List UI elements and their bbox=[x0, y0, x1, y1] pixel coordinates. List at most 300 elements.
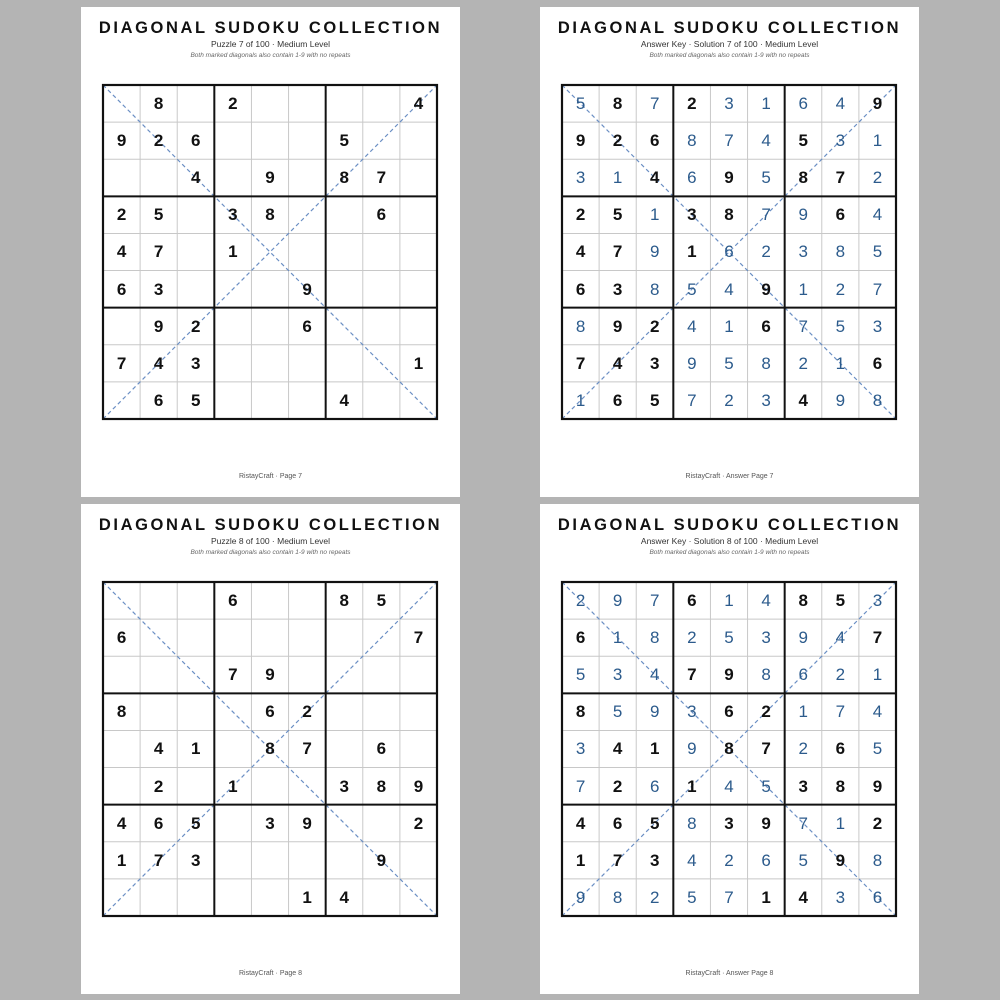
sudoku-cell: 7 bbox=[761, 739, 771, 759]
sudoku-cell: 6 bbox=[724, 242, 734, 262]
sudoku-cell: 1 bbox=[724, 591, 734, 611]
sudoku-cell: 4 bbox=[761, 591, 771, 611]
sudoku-cell: 9 bbox=[724, 665, 734, 685]
sudoku-cell bbox=[103, 159, 140, 196]
sudoku-cell: 3 bbox=[153, 279, 164, 299]
sudoku-cell: 8 bbox=[872, 850, 883, 870]
sudoku-cell: 9 bbox=[687, 739, 697, 759]
sudoku-cell bbox=[251, 382, 288, 419]
sudoku-cell: 4 bbox=[872, 702, 883, 722]
sudoku-cell: 2 bbox=[612, 776, 623, 796]
sudoku-cell: 2 bbox=[761, 242, 771, 262]
sudoku-cell: 4 bbox=[798, 390, 808, 410]
sudoku-cell: 3 bbox=[339, 776, 349, 796]
sudoku-cell: 4 bbox=[413, 94, 424, 114]
sudoku-cell bbox=[400, 382, 437, 419]
sudoku-cell: 3 bbox=[724, 94, 734, 114]
sudoku-cell: 4 bbox=[724, 776, 734, 796]
sudoku-cell bbox=[326, 308, 363, 345]
sudoku-cell: 4 bbox=[153, 739, 164, 759]
sudoku-cell: 9 bbox=[687, 353, 697, 373]
sudoku-cell: 7 bbox=[724, 887, 734, 907]
sudoku-cell: 4 bbox=[153, 353, 164, 373]
sudoku-cell bbox=[400, 122, 437, 159]
sudoku-cell: 1 bbox=[650, 205, 660, 225]
sudoku-cell bbox=[400, 308, 437, 345]
sudoku-cell: 1 bbox=[798, 279, 808, 299]
sudoku-cell: 9 bbox=[612, 316, 623, 336]
sudoku-cell: 6 bbox=[612, 390, 623, 410]
sudoku-cell bbox=[326, 619, 363, 656]
sudoku-cell bbox=[177, 619, 214, 656]
sudoku-cell: 2 bbox=[575, 591, 586, 611]
sudoku-cell: 7 bbox=[413, 628, 424, 648]
sudoku-cell: 6 bbox=[228, 591, 238, 611]
sudoku-cell: 1 bbox=[575, 390, 586, 410]
sudoku-cell: 6 bbox=[116, 628, 127, 648]
sudoku-cell: 7 bbox=[650, 591, 660, 611]
sudoku-cell: 8 bbox=[265, 205, 275, 225]
sudoku-cell: 1 bbox=[724, 316, 734, 336]
sudoku-cell: 1 bbox=[302, 887, 312, 907]
sudoku-cell: 3 bbox=[191, 353, 201, 373]
sudoku-cell: 7 bbox=[872, 628, 883, 648]
sudoku-cell: 4 bbox=[687, 316, 697, 336]
sudoku-cell: 6 bbox=[724, 702, 734, 722]
sudoku-cell: 6 bbox=[575, 628, 586, 648]
sudoku-cell bbox=[177, 693, 214, 730]
sudoku-cell: 6 bbox=[798, 94, 808, 114]
sudoku-cell: 8 bbox=[575, 316, 586, 336]
sudoku-grid bbox=[103, 85, 437, 419]
sudoku-cell bbox=[177, 85, 214, 122]
page-title: DIAGONAL SUDOKU COLLECTION bbox=[557, 516, 902, 534]
sudoku-cell: 5 bbox=[835, 591, 846, 611]
sudoku-cell: 9 bbox=[761, 279, 771, 299]
sudoku-cell: 5 bbox=[376, 591, 387, 611]
sudoku-cell bbox=[251, 768, 288, 805]
sudoku-cell: 4 bbox=[835, 94, 846, 114]
sudoku-cell: 5 bbox=[761, 168, 771, 188]
diagonal-rule-note: Both marked diagonals also contain 1-9 with no repeats bbox=[190, 549, 351, 556]
sudoku-cell: 8 bbox=[265, 739, 275, 759]
sudoku-cell bbox=[363, 122, 400, 159]
sudoku-cell: 2 bbox=[724, 850, 734, 870]
sudoku-cell: 8 bbox=[724, 205, 734, 225]
sudoku-cell: 3 bbox=[191, 850, 201, 870]
sudoku-cell bbox=[251, 619, 288, 656]
sudoku-cell: 1 bbox=[413, 353, 424, 373]
sudoku-cell: 5 bbox=[612, 702, 623, 722]
sudoku-cell: 6 bbox=[116, 279, 127, 299]
sudoku-cell bbox=[326, 233, 363, 270]
sudoku-cell: 3 bbox=[872, 316, 883, 336]
sudoku-cell: 9 bbox=[575, 131, 586, 151]
page-title: DIAGONAL SUDOKU COLLECTION bbox=[98, 516, 443, 534]
sudoku-cell: 9 bbox=[265, 168, 275, 188]
sudoku-cell: 4 bbox=[650, 168, 660, 188]
sudoku-cell: 6 bbox=[376, 205, 387, 225]
sudoku-cell: 2 bbox=[191, 316, 201, 336]
sudoku-cell: 1 bbox=[761, 94, 771, 114]
sudoku-cell bbox=[363, 805, 400, 842]
sudoku-cell bbox=[363, 382, 400, 419]
sudoku-cell: 2 bbox=[835, 665, 846, 685]
sudoku-cell bbox=[289, 656, 326, 693]
sudoku-cell: 8 bbox=[612, 94, 623, 114]
sudoku-cell: 1 bbox=[872, 665, 883, 685]
sudoku-cell: 5 bbox=[687, 279, 697, 299]
sudoku-cell: 6 bbox=[153, 390, 164, 410]
sudoku-cell: 3 bbox=[724, 813, 734, 833]
sudoku-cell bbox=[140, 693, 177, 730]
sudoku-cell bbox=[214, 879, 251, 916]
sudoku-cell: 4 bbox=[339, 390, 349, 410]
sudoku-cell: 5 bbox=[872, 242, 883, 262]
sudoku-cell: 7 bbox=[724, 131, 734, 151]
sudoku-cell bbox=[177, 768, 214, 805]
sudoku-cell bbox=[251, 271, 288, 308]
sudoku-cell bbox=[177, 582, 214, 619]
sudoku-cell bbox=[289, 122, 326, 159]
sudoku-cell: 9 bbox=[612, 591, 623, 611]
sudoku-cell bbox=[363, 879, 400, 916]
sudoku-cell: 1 bbox=[575, 850, 586, 870]
sudoku-cell bbox=[251, 842, 288, 879]
sudoku-cell: 8 bbox=[687, 813, 697, 833]
sudoku-cell: 9 bbox=[761, 813, 771, 833]
sudoku-cell bbox=[326, 805, 363, 842]
sudoku-cell: 7 bbox=[376, 168, 387, 188]
sudoku-grid bbox=[103, 582, 437, 916]
sudoku-cell bbox=[363, 619, 400, 656]
sudoku-cell: 1 bbox=[835, 813, 846, 833]
sudoku-cell: 3 bbox=[687, 702, 697, 722]
sudoku-cell bbox=[363, 693, 400, 730]
sudoku-cell: 9 bbox=[302, 279, 312, 299]
sudoku-cell: 6 bbox=[761, 850, 771, 870]
sudoku-cell bbox=[140, 619, 177, 656]
sudoku-cell bbox=[326, 656, 363, 693]
sudoku-cell: 3 bbox=[265, 813, 275, 833]
sudoku-cell: 9 bbox=[153, 316, 164, 336]
sudoku-cell: 7 bbox=[687, 390, 697, 410]
sudoku-cell: 8 bbox=[339, 591, 349, 611]
sudoku-cell: 8 bbox=[872, 390, 883, 410]
sudoku-cell: 2 bbox=[612, 131, 623, 151]
page-subtitle: Answer Key · Solution 8 of 100 · Medium Level bbox=[640, 536, 819, 546]
sudoku-cell bbox=[326, 85, 363, 122]
sudoku-cell: 7 bbox=[761, 205, 771, 225]
sudoku-cell: 2 bbox=[650, 316, 660, 336]
sudoku-cell: 4 bbox=[798, 887, 808, 907]
sudoku-cell: 1 bbox=[835, 353, 846, 373]
sudoku-cell: 7 bbox=[153, 242, 164, 262]
sudoku-cell: 4 bbox=[650, 665, 660, 685]
sudoku-cell bbox=[326, 271, 363, 308]
sudoku-cell: 3 bbox=[650, 353, 660, 373]
sudoku-cell: 8 bbox=[650, 628, 660, 648]
sudoku-cell bbox=[363, 345, 400, 382]
sudoku-cell bbox=[326, 345, 363, 382]
sudoku-cell: 2 bbox=[798, 739, 808, 759]
sudoku-cell bbox=[289, 582, 326, 619]
sudoku-cell: 5 bbox=[650, 390, 660, 410]
sudoku-cell: 7 bbox=[798, 316, 808, 336]
sudoku-cell bbox=[363, 85, 400, 122]
sudoku-cell bbox=[363, 271, 400, 308]
sudoku-cell bbox=[103, 730, 140, 767]
sudoku-cell bbox=[400, 730, 437, 767]
page-subtitle: Answer Key · Solution 7 of 100 · Medium Level bbox=[640, 39, 819, 49]
sudoku-cell bbox=[289, 233, 326, 270]
sudoku-cell bbox=[140, 582, 177, 619]
sudoku-cell: 3 bbox=[650, 850, 660, 870]
sudoku-cell: 1 bbox=[687, 242, 697, 262]
sudoku-cell bbox=[289, 85, 326, 122]
sudoku-cell: 2 bbox=[228, 94, 238, 114]
page-title: DIAGONAL SUDOKU COLLECTION bbox=[557, 19, 902, 37]
sudoku-cell bbox=[289, 345, 326, 382]
answer-page-7 bbox=[540, 7, 919, 497]
page-footer: RistayCraft · Answer Page 8 bbox=[685, 970, 774, 977]
sudoku-cell: 3 bbox=[798, 242, 808, 262]
sudoku-cell bbox=[214, 730, 251, 767]
sudoku-cell bbox=[400, 582, 437, 619]
sudoku-cell: 7 bbox=[302, 739, 312, 759]
sudoku-cell: 1 bbox=[761, 887, 771, 907]
sudoku-cell: 9 bbox=[265, 665, 275, 685]
sudoku-cell bbox=[251, 345, 288, 382]
sudoku-cell: 5 bbox=[724, 353, 734, 373]
sudoku-cell: 1 bbox=[687, 776, 697, 796]
sudoku-cell: 8 bbox=[376, 776, 387, 796]
diagonal-rule-note: Both marked diagonals also contain 1-9 with no repeats bbox=[649, 52, 810, 59]
sudoku-cell: 3 bbox=[575, 739, 586, 759]
sudoku-cell bbox=[289, 768, 326, 805]
sudoku-cell: 5 bbox=[724, 628, 734, 648]
sudoku-cell: 3 bbox=[612, 665, 623, 685]
sudoku-cell: 5 bbox=[835, 316, 846, 336]
sudoku-cell: 8 bbox=[761, 353, 771, 373]
sudoku-cell: 6 bbox=[575, 279, 586, 299]
sudoku-cell bbox=[400, 656, 437, 693]
sudoku-cell: 7 bbox=[575, 353, 586, 373]
sudoku-cell: 7 bbox=[116, 353, 127, 373]
sudoku-cell bbox=[214, 693, 251, 730]
sudoku-cell: 6 bbox=[798, 665, 808, 685]
sudoku-cell bbox=[214, 382, 251, 419]
sudoku-cell: 2 bbox=[687, 94, 697, 114]
sudoku-cell bbox=[400, 271, 437, 308]
sudoku-cell: 2 bbox=[650, 887, 660, 907]
sudoku-cell: 9 bbox=[798, 205, 808, 225]
puzzle-page-8 bbox=[81, 504, 460, 994]
sudoku-cell: 1 bbox=[650, 739, 660, 759]
grid-cells bbox=[562, 582, 896, 916]
sudoku-cell bbox=[363, 233, 400, 270]
page-footer: RistayCraft · Answer Page 7 bbox=[685, 473, 774, 480]
sudoku-cell: 5 bbox=[153, 205, 164, 225]
sudoku-cell bbox=[251, 233, 288, 270]
sudoku-cell bbox=[214, 619, 251, 656]
sudoku-cell: 1 bbox=[228, 776, 238, 796]
sudoku-cell: 7 bbox=[687, 665, 697, 685]
sudoku-cell bbox=[177, 233, 214, 270]
sudoku-cell: 2 bbox=[413, 813, 424, 833]
sudoku-cell bbox=[400, 196, 437, 233]
sudoku-answer-grid bbox=[562, 85, 896, 419]
sudoku-cell: 6 bbox=[872, 887, 883, 907]
sudoku-cell: 5 bbox=[575, 665, 586, 685]
sudoku-cell: 7 bbox=[575, 776, 586, 796]
sudoku-cell bbox=[289, 382, 326, 419]
page-footer: RistayCraft · Page 7 bbox=[238, 473, 303, 480]
sudoku-cell: 6 bbox=[650, 776, 660, 796]
sudoku-cell: 2 bbox=[724, 390, 734, 410]
sudoku-cell: 3 bbox=[872, 591, 883, 611]
sudoku-cell: 4 bbox=[116, 242, 127, 262]
sudoku-cell: 8 bbox=[575, 702, 586, 722]
sudoku-cell bbox=[214, 271, 251, 308]
sudoku-cell bbox=[140, 879, 177, 916]
sudoku-cell: 6 bbox=[376, 739, 387, 759]
sudoku-cell: 5 bbox=[650, 813, 660, 833]
page-subtitle: Puzzle 8 of 100 · Medium Level bbox=[210, 536, 331, 546]
sudoku-cell: 8 bbox=[153, 94, 164, 114]
sudoku-cell: 3 bbox=[761, 628, 771, 648]
sudoku-cell: 6 bbox=[835, 739, 846, 759]
sudoku-cell: 3 bbox=[228, 205, 238, 225]
sudoku-cell: 9 bbox=[650, 242, 660, 262]
sudoku-cell: 8 bbox=[339, 168, 349, 188]
sudoku-cell bbox=[326, 842, 363, 879]
sudoku-cell bbox=[103, 768, 140, 805]
grid-cells bbox=[103, 85, 437, 419]
sudoku-cell: 4 bbox=[761, 131, 771, 151]
sudoku-cell: 3 bbox=[575, 168, 586, 188]
sudoku-cell: 9 bbox=[872, 776, 883, 796]
page-footer: RistayCraft · Page 8 bbox=[238, 970, 303, 977]
sudoku-cell: 6 bbox=[650, 131, 660, 151]
sudoku-cell: 6 bbox=[302, 316, 312, 336]
sudoku-cell: 7 bbox=[650, 94, 660, 114]
sudoku-cell bbox=[103, 382, 140, 419]
page-subtitle: Puzzle 7 of 100 · Medium Level bbox=[210, 39, 331, 49]
sudoku-cell: 4 bbox=[872, 205, 883, 225]
sudoku-cell bbox=[251, 308, 288, 345]
sudoku-cell bbox=[103, 656, 140, 693]
sudoku-cell: 7 bbox=[872, 279, 883, 299]
sudoku-cell bbox=[103, 85, 140, 122]
sudoku-cell: 6 bbox=[872, 353, 883, 373]
sudoku-cell: 7 bbox=[835, 168, 846, 188]
sudoku-cell: 8 bbox=[724, 739, 734, 759]
sudoku-cell: 4 bbox=[116, 813, 127, 833]
sudoku-cell: 7 bbox=[835, 702, 846, 722]
sudoku-cell: 6 bbox=[612, 813, 623, 833]
sudoku-cell: 8 bbox=[835, 242, 846, 262]
sudoku-cell: 4 bbox=[191, 168, 201, 188]
sudoku-cell: 5 bbox=[575, 94, 586, 114]
sudoku-cell bbox=[363, 656, 400, 693]
sudoku-cell: 2 bbox=[687, 628, 697, 648]
sudoku-cell: 4 bbox=[339, 887, 349, 907]
page-title: DIAGONAL SUDOKU COLLECTION bbox=[98, 19, 443, 37]
sudoku-cell: 3 bbox=[798, 776, 808, 796]
sudoku-cell: 3 bbox=[835, 887, 846, 907]
sudoku-cell bbox=[289, 619, 326, 656]
sudoku-cell: 2 bbox=[116, 205, 127, 225]
sudoku-cell: 5 bbox=[687, 887, 697, 907]
sudoku-cell bbox=[177, 879, 214, 916]
sudoku-cell: 5 bbox=[191, 813, 201, 833]
sudoku-cell: 8 bbox=[612, 887, 623, 907]
sudoku-cell: 2 bbox=[302, 702, 312, 722]
sudoku-cell: 7 bbox=[612, 242, 623, 262]
sudoku-cell: 8 bbox=[650, 279, 660, 299]
sudoku-cell: 4 bbox=[575, 242, 586, 262]
sudoku-cell bbox=[326, 196, 363, 233]
grid-cells bbox=[103, 582, 437, 916]
sudoku-cell: 9 bbox=[413, 776, 424, 796]
sudoku-cell bbox=[214, 159, 251, 196]
sudoku-cell: 6 bbox=[191, 131, 201, 151]
sudoku-cell: 8 bbox=[798, 168, 808, 188]
sudoku-cell: 6 bbox=[687, 168, 697, 188]
sudoku-cell: 1 bbox=[612, 628, 623, 648]
sudoku-cell: 5 bbox=[761, 776, 771, 796]
diagonal-rule-note: Both marked diagonals also contain 1-9 with no repeats bbox=[649, 549, 810, 556]
sudoku-cell bbox=[140, 656, 177, 693]
sudoku-cell: 9 bbox=[650, 702, 660, 722]
sudoku-cell bbox=[103, 308, 140, 345]
sudoku-cell: 3 bbox=[835, 131, 846, 151]
sudoku-cell bbox=[400, 879, 437, 916]
sudoku-cell bbox=[289, 842, 326, 879]
sudoku-cell bbox=[400, 693, 437, 730]
sudoku-cell: 6 bbox=[761, 316, 771, 336]
sudoku-cell: 5 bbox=[612, 205, 623, 225]
sudoku-cell: 4 bbox=[724, 279, 734, 299]
sudoku-cell: 7 bbox=[228, 665, 238, 685]
sudoku-cell: 8 bbox=[761, 665, 771, 685]
sudoku-cell bbox=[251, 85, 288, 122]
sudoku-cell: 9 bbox=[798, 628, 808, 648]
sudoku-cell: 7 bbox=[153, 850, 164, 870]
sudoku-cell: 5 bbox=[798, 850, 808, 870]
sudoku-cell: 8 bbox=[687, 131, 697, 151]
sudoku-cell: 1 bbox=[116, 850, 127, 870]
sudoku-cell: 4 bbox=[612, 353, 623, 373]
sudoku-cell bbox=[400, 159, 437, 196]
sudoku-cell bbox=[400, 233, 437, 270]
sudoku-cell: 4 bbox=[835, 628, 846, 648]
sudoku-cell: 4 bbox=[612, 739, 623, 759]
sudoku-answer-grid bbox=[562, 582, 896, 916]
sudoku-cell bbox=[289, 159, 326, 196]
sudoku-cell: 2 bbox=[835, 279, 846, 299]
sudoku-cell: 1 bbox=[191, 739, 201, 759]
sudoku-cell: 2 bbox=[153, 776, 164, 796]
sudoku-cell bbox=[177, 656, 214, 693]
sudoku-cell: 4 bbox=[687, 850, 697, 870]
sudoku-cell bbox=[251, 122, 288, 159]
sudoku-cell bbox=[251, 582, 288, 619]
sudoku-cell: 1 bbox=[612, 168, 623, 188]
sudoku-cell: 2 bbox=[872, 813, 883, 833]
sudoku-cell: 3 bbox=[612, 279, 623, 299]
